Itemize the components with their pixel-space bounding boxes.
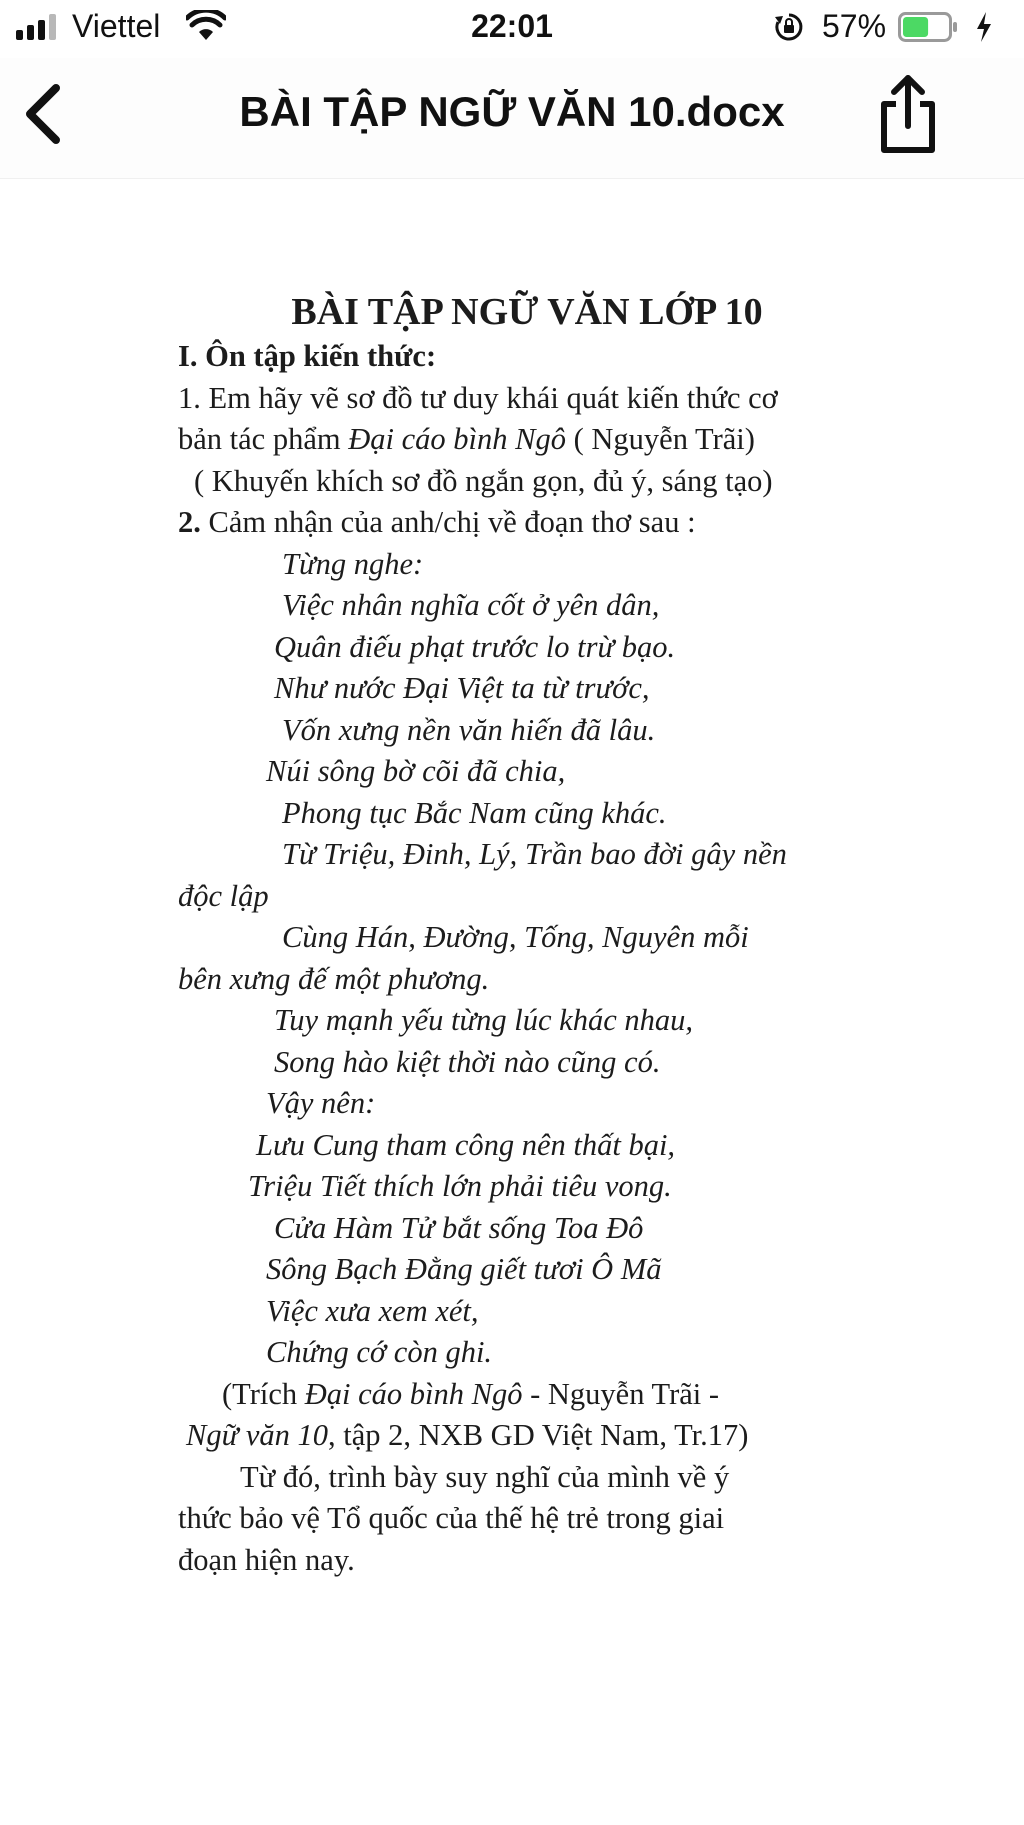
poem-line: độc lập xyxy=(178,878,269,913)
navigation-bar xyxy=(0,58,1024,179)
section-heading: I. Ôn tập kiến thức: xyxy=(178,339,437,373)
poem-line: Từ Triệu, Đinh, Lý, Trần bao đời gây nền xyxy=(282,837,787,871)
document-body xyxy=(178,336,898,1581)
citation-work-title: Đại cáo bình Ngô xyxy=(304,1376,523,1411)
document-viewer[interactable] xyxy=(0,178,1024,1825)
share-icon xyxy=(884,78,932,150)
author-note: ( Nguyễn Trãi) xyxy=(565,422,755,456)
poem-line: Sông Bạch Đằng giết tươi Ô Mã xyxy=(266,1252,662,1286)
poem-line: Chứng cớ còn ghi. xyxy=(266,1335,493,1369)
charging-bolt-icon xyxy=(974,11,994,43)
question-1-line-3: ( Khuyến khích sơ đồ ngắn gọn, đủ ý, sáng tạo) xyxy=(194,463,773,498)
citation-prefix: (Trích xyxy=(222,1376,305,1411)
poem-line: Từng nghe: xyxy=(282,546,424,581)
question-2-prompt: Cảm nhận của anh/chị về đoạn thơ sau : xyxy=(200,505,696,539)
battery-icon xyxy=(898,12,958,42)
closing-line: thức bảo vệ Tổ quốc của thế hệ trẻ trong giai xyxy=(178,1501,725,1535)
poem-line: Cùng Hán, Đường, Tống, Nguyên mỗi xyxy=(282,920,749,954)
question-2-number: 2. xyxy=(178,505,201,539)
question-1-line-1: 1. Em hãy vẽ sơ đồ tư duy khái quát kiến thức cơ xyxy=(178,380,778,415)
work-title: Đại cáo bình Ngô xyxy=(348,422,566,456)
poem-line: Tuy mạnh yếu từng lúc khác nhau, xyxy=(274,1003,693,1037)
share-button[interactable] xyxy=(876,72,940,156)
poem-line: Vốn xưng nền văn hiến đã lâu. xyxy=(282,712,656,747)
question-2-line xyxy=(178,502,898,544)
poem-line: Quân điếu phạt trước lo trừ bạo. xyxy=(274,629,676,664)
citation-line-1 xyxy=(178,1374,898,1416)
citation-author: - Nguyễn Trãi - xyxy=(522,1376,720,1411)
poem-line: Song hào kiệt thời nào cũng có. xyxy=(274,1044,661,1079)
wifi-icon xyxy=(186,10,226,42)
poem-line: Việc nhân nghĩa cốt ở yên dân, xyxy=(282,588,660,622)
poem-line: Triệu Tiết thích lớn phải tiêu vong. xyxy=(248,1169,672,1203)
poem-line: Vậy nên: xyxy=(266,1086,376,1120)
chevron-left-icon xyxy=(30,88,56,140)
status-bar xyxy=(0,0,1024,58)
q1-text: bản tác phẩm xyxy=(178,422,349,456)
poem-line: Như nước Đại Việt ta từ trước, xyxy=(274,671,650,705)
poem-line: Việc xưa xem xét, xyxy=(266,1293,479,1328)
closing-line: Từ đó, trình bày suy nghĩ của mình về ý xyxy=(240,1459,730,1494)
status-time-label: 22:01 xyxy=(471,8,553,44)
document-heading: BÀI TẬP NGỮ VĂN LỚP 10 xyxy=(291,291,763,333)
poem-line: Lưu Cung tham công nên thất bại, xyxy=(256,1127,676,1162)
document-file-title: BÀI TẬP NGỮ VĂN 10.docx xyxy=(239,88,785,135)
citation-source: , tập 2, NXB GD Việt Nam, Tr.17) xyxy=(328,1418,749,1452)
back-button[interactable] xyxy=(20,82,68,146)
orientation-lock-icon xyxy=(774,12,804,42)
poem-line: bên xưng đế một phương. xyxy=(178,961,490,996)
battery-percentage: 57% xyxy=(822,8,887,44)
poem-line: Núi sông bờ cõi đã chia, xyxy=(266,754,566,788)
question-1-line-2 xyxy=(178,419,898,461)
citation-textbook: Ngữ văn 10 xyxy=(186,1418,329,1452)
poem-line: Phong tục Bắc Nam cũng khác. xyxy=(282,795,667,830)
poem-line: Cửa Hàm Tử bắt sống Toa Đô xyxy=(274,1210,644,1245)
battery-fill xyxy=(903,17,928,37)
closing-line: đoạn hiện nay. xyxy=(178,1542,355,1577)
carrier-name: Viettel xyxy=(72,8,161,44)
citation-line-2 xyxy=(178,1415,898,1457)
cellular-signal-icon xyxy=(16,14,56,40)
